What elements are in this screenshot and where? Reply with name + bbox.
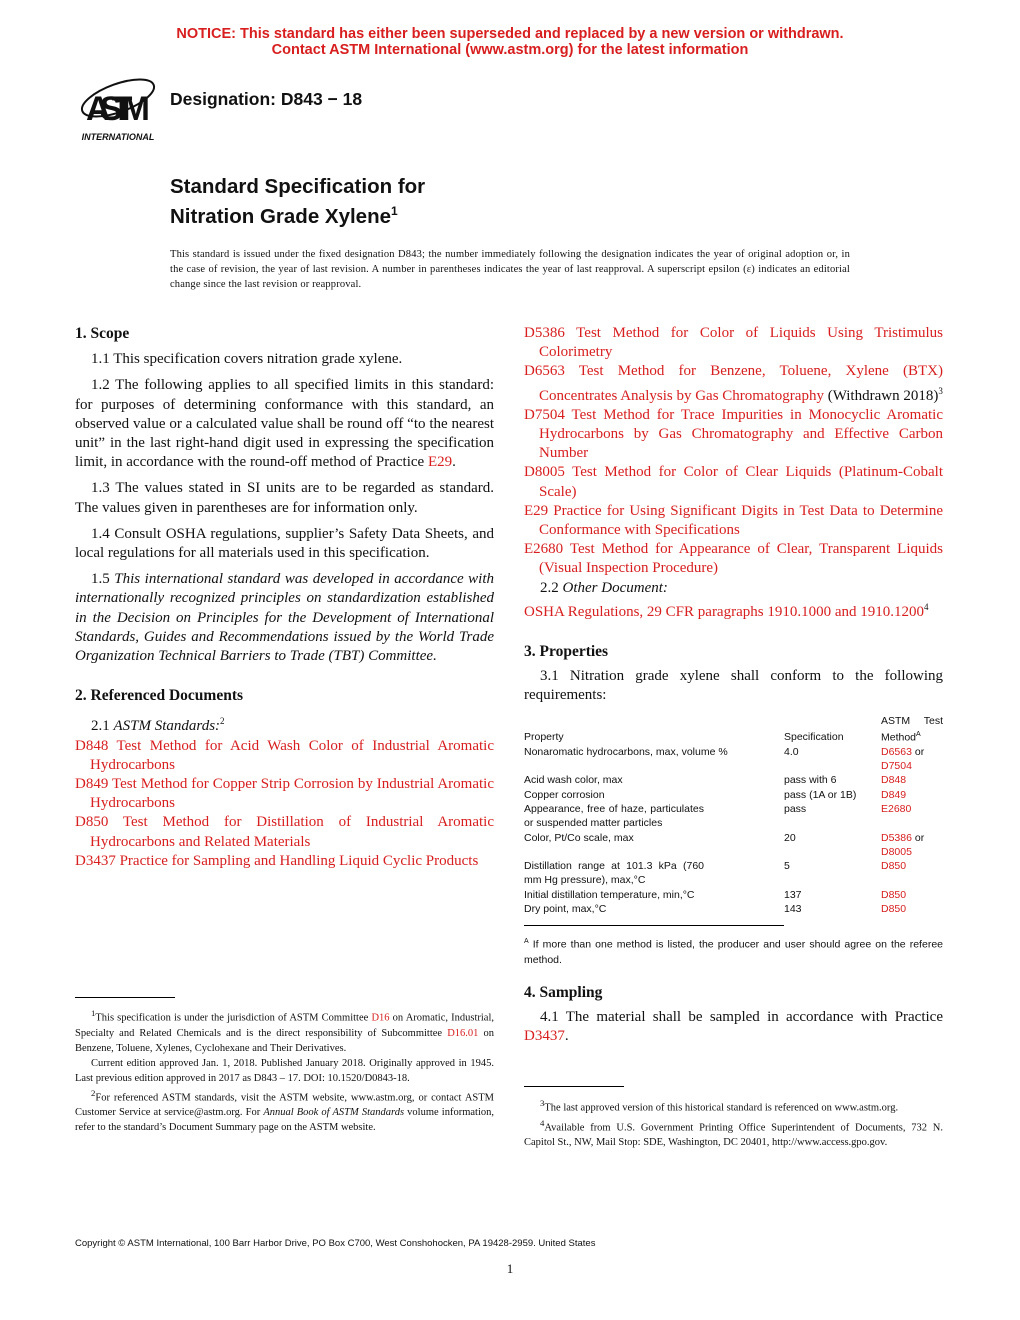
ref-link[interactable]: D3437 — [75, 852, 116, 869]
astm-logo — [77, 68, 159, 143]
method-cell — [881, 888, 943, 902]
spec-cell: 143 — [784, 903, 802, 916]
copyright: Copyright © ASTM International, 100 Barr Harbor Drive, PO Box C700, West Conshohocken, PA 19428-2959. United States — [75, 1238, 596, 1249]
ref-title[interactable]: Test Method for Trace Impurities in Monocyclic Aromatic Hydrocarbons by Gas Chromatography and Effective Carbon Number — [539, 406, 943, 462]
spec-cell: pass (1A or 1B) — [784, 788, 857, 801]
reference-item — [75, 737, 494, 775]
paragraph — [524, 579, 943, 598]
ref-link[interactable]: D3437 — [524, 1028, 565, 1045]
reference-item — [75, 852, 494, 871]
text: or — [911, 745, 925, 758]
footnote-ref: 3 — [938, 385, 943, 396]
text: This specification is under the jurisdiction of ASTM Committee — [95, 1012, 372, 1024]
reference-item — [524, 463, 943, 501]
ref-title[interactable]: Test Method for Color of Liquids Using Tristimulus Colorimetry — [539, 325, 943, 361]
table-row — [524, 788, 943, 802]
left-column — [75, 324, 494, 871]
method-link[interactable]: E2680 — [881, 802, 912, 815]
text: This international standard was developed in accordance with internationally recognized principles on standardization established in the Decision on Principles for the Development of International Standards, Guides and Recommendations issued by the World Trade Organization Technical Barriers to Trade (TBT) Committee. — [75, 571, 494, 665]
spec-cell: 20 — [784, 831, 796, 844]
title-line: Nitration Grade Xylene — [170, 204, 392, 228]
footnote: Current edition approved Jan. 1, 2018. Published January 2018. Originally approved in 1945. Last previous edition approved in 2017 as D843 – 17. DOI: 10.1520/D0843-18. — [75, 1057, 494, 1084]
ref-title[interactable]: paragraphs 1910.1000 and 1910.1200 — [694, 603, 924, 620]
ref-link[interactable]: E29 — [524, 502, 549, 519]
method-link[interactable]: D848 — [881, 774, 907, 787]
text: 1.2 The following applies to all specified limits in this standard: for purposes of determining conformance with this standard, an observed value or a calculated value shall be round off “to the nearest unit” in the last right-hand digit used in expressing the specification limit, in accordance with the round-off method of Practice — [75, 377, 494, 471]
text: on Benzene, Toluene, Xylenes, Cyclohexane and Their Derivatives. — [75, 1027, 495, 1054]
right-column — [524, 324, 943, 1046]
method-link[interactable]: D850 — [881, 860, 907, 873]
text: (Withdrawn 2018) — [823, 387, 939, 404]
footnote-divider — [524, 1086, 624, 1087]
method-cell — [881, 788, 943, 802]
section-heading: 4. Sampling — [524, 983, 603, 1001]
table-row — [524, 902, 943, 916]
footnote-mark: 2 — [91, 1087, 96, 1098]
method-cell — [881, 773, 943, 787]
footnote — [524, 1116, 943, 1151]
footnote-mark: 1 — [91, 1008, 96, 1018]
paragraph: 1.1 This specification covers nitration grade xylene. — [91, 351, 403, 368]
document-title — [170, 174, 425, 229]
subcommittee-link[interactable]: D16.01 — [447, 1027, 479, 1039]
text: 2.2 — [540, 579, 563, 596]
committee-link[interactable]: D16 — [371, 1012, 390, 1024]
ref-title[interactable]: Test Method for Distillation of Industrial Aromatic Hydrocarbons and Related Materials — [90, 814, 494, 850]
property-cell: Appearance, free of haze, particulates or suspended matter particles — [524, 802, 704, 830]
text: Annual Book of ASTM Standards — [263, 1107, 405, 1118]
text: 1.5 — [91, 571, 115, 588]
footnote-divider — [75, 997, 175, 998]
table-header — [524, 714, 943, 745]
paragraph — [524, 1008, 943, 1046]
ref-title[interactable]: Test Method for Color of Clear Liquids (Platinum-Cobalt Scale) — [539, 464, 943, 500]
method-cell — [881, 831, 943, 860]
reference-item — [524, 406, 943, 464]
reference-item — [524, 598, 943, 622]
paragraph: 1.4 Consult OSHA regulations, supplier’s Safety Data Sheets, and local regulations for all materials used in this specification. — [75, 525, 494, 562]
spec-cell: pass with 6 — [784, 774, 837, 787]
spec-cell: 5 — [784, 860, 790, 873]
ref-link[interactable]: D7504 — [524, 406, 565, 423]
footnote-ref: 1 — [391, 204, 398, 218]
text: ASTM Test Method — [881, 714, 943, 744]
table-row — [524, 888, 943, 902]
spec-cell: pass — [784, 802, 807, 815]
property-cell: Dry point, max,°C — [524, 903, 607, 916]
notice-line: NOTICE: This standard has either been superseded and replaced by a new version or withdrawn. — [176, 26, 844, 42]
reference-item — [75, 813, 494, 851]
text: If more than one method is listed, the producer and user should agree on the referee method. — [524, 938, 943, 966]
section-heading: 1. Scope — [75, 325, 130, 342]
text: ASTM Standards: — [113, 718, 221, 735]
property-cell: Acid wash color, max — [524, 774, 623, 787]
footnotes-right — [524, 1096, 943, 1150]
method-cell — [881, 902, 943, 916]
text: . — [564, 1028, 569, 1045]
ref-title[interactable]: Test Method for Acid Wash Color of Industrial Aromatic Hydrocarbons — [90, 737, 494, 773]
designation: Designation: D843 − 18 — [170, 89, 363, 109]
ref-link[interactable]: D849 — [75, 776, 109, 793]
table-row — [524, 802, 943, 831]
table-footnote — [524, 934, 943, 968]
notice-line: Contact ASTM International (www.astm.org) for the latest information — [271, 42, 749, 58]
text: 4.1 The material shall be sampled in accordance with Practice — [540, 1009, 943, 1026]
footnote — [524, 1096, 943, 1116]
text: For referenced ASTM standards, visit the ASTM website, www.astm.org, or contact ASTM Customer Service at service@astm.org. For — [75, 1092, 494, 1118]
method-link[interactable]: D850 — [881, 903, 907, 916]
footnote-ref: A — [916, 730, 921, 738]
table-row — [524, 773, 943, 787]
ref-link[interactable]: E2680 — [524, 541, 564, 558]
reference-item — [524, 502, 943, 540]
ref-title[interactable]: Test Method for Benzene, Toluene, Xylene (BTX) Concentrates Analysis by Gas Chromatography — [539, 363, 943, 404]
property-cell: Copper corrosion — [524, 788, 605, 801]
paragraph — [75, 570, 494, 666]
svg-text:ASTM: ASTM — [86, 90, 150, 128]
footnote — [75, 1086, 494, 1136]
footnote-ref: 2 — [220, 716, 225, 727]
method-link[interactable]: D7504 — [881, 760, 912, 773]
footnote-mark: 3 — [540, 1098, 545, 1108]
text: or — [911, 831, 925, 844]
method-link[interactable]: D6563 — [881, 745, 912, 758]
ref-link[interactable]: D848 — [75, 737, 109, 754]
ref-title[interactable]: Practice for Sampling and Handling Liquid Cyclic Products — [115, 852, 479, 869]
spec-cell: 137 — [784, 888, 802, 901]
reference-item — [75, 775, 494, 813]
method-cell — [881, 859, 943, 888]
issuance-note: This standard is issued under the fixed designation D843; the number immediately following the designation indicates the year of original adoption or, in the case of revision, the year of last revision. A number in parentheses indicates the year of last reapproval. A superscript epsilon (ε) indicates an editorial change since the last revision or reapproval. — [170, 249, 850, 290]
property-cell: Initial distillation temperature, min,°C — [524, 888, 695, 901]
supersede-notice — [0, 26, 1020, 58]
ref-link[interactable]: OSHA Regulations, 29 CFR — [524, 603, 695, 620]
ref-title[interactable]: Test Method for Appearance of Clear, Transparent Liquids (Visual Inspection Procedure) — [539, 541, 943, 577]
table-divider — [524, 925, 784, 926]
paragraph — [75, 712, 494, 736]
section-heading: 3. Properties — [524, 643, 609, 661]
method-link[interactable]: D5386 — [881, 831, 912, 844]
ref-title[interactable]: Practice for Using Significant Digits in Test Data to Determine Conformance with Specifications — [539, 502, 943, 539]
column-header — [881, 714, 943, 745]
svg-text:INTERNATIONAL: INTERNATIONAL — [81, 132, 155, 142]
column-header: Property — [524, 731, 564, 744]
table-row — [524, 831, 943, 860]
ref-link[interactable]: D6563 — [524, 363, 565, 380]
property-cell: Color, Pt/Co scale, max — [524, 831, 634, 844]
footnote-ref: 4 — [924, 601, 929, 612]
ref-link[interactable]: E29 — [427, 454, 453, 471]
paragraph: 1.3 The values stated in SI units are to be regarded as standard. The values given in parentheses are for information only. — [75, 480, 494, 516]
ref-title[interactable]: Test Method for Copper Strip Corrosion by Industrial Aromatic Hydrocarbons — [90, 776, 494, 812]
paragraph: 3.1 Nitration grade xylene shall conform to the following requirements: — [524, 668, 943, 704]
text: The last approved version of this historical standard is referenced on www.astm.org. — [544, 1102, 899, 1114]
footnote-mark: 4 — [540, 1117, 545, 1128]
requirements-table — [524, 714, 943, 917]
reference-item — [524, 324, 943, 362]
method-link[interactable]: D8005 — [881, 845, 912, 858]
column-header: Specification — [784, 731, 844, 744]
footnotes-left — [75, 1006, 494, 1135]
text: . — [452, 454, 456, 471]
ref-link[interactable]: D5386 — [524, 325, 565, 341]
table-row — [524, 745, 943, 774]
paragraph — [75, 376, 494, 472]
footnote-mark: A — [524, 938, 529, 946]
method-cell — [881, 802, 943, 831]
property-cell: Distillation range at 101.3 kPa (760 mm Hg pressure), max,°C — [524, 860, 704, 887]
text: on Aromatic, Industrial, Specialty and Related Chemicals and is the direct responsibility of Subcommittee — [75, 1012, 494, 1039]
section-heading: 2. Referenced Documents — [75, 687, 244, 705]
text: Available from U.S. Government Printing Office Superintendent of Documents, 732 N. Capitol St., NW, Mail Stop: SDE, Washington, DC 20401, http://www.access.gpo.gov. — [524, 1122, 943, 1148]
method-link[interactable]: D849 — [881, 788, 907, 801]
property-cell: Nonaromatic hydrocarbons, max, volume % — [524, 745, 728, 758]
table-row — [524, 859, 943, 888]
spec-cell: 4.0 — [784, 745, 799, 758]
method-link[interactable]: D850 — [881, 888, 907, 901]
text: Other Document: — [562, 579, 668, 596]
text: 2.1 — [91, 718, 114, 735]
reference-item — [524, 362, 943, 405]
reference-item — [524, 540, 943, 578]
text: volume information, refer to the standard’s Document Summary page on the ASTM website. — [75, 1107, 494, 1133]
title-line: Standard Specification for — [170, 175, 426, 198]
ref-link[interactable]: D850 — [75, 814, 109, 831]
footnote — [75, 1006, 494, 1056]
ref-link[interactable]: D8005 — [524, 464, 565, 481]
method-cell — [881, 745, 943, 774]
page-number: 1 — [506, 1261, 514, 1276]
